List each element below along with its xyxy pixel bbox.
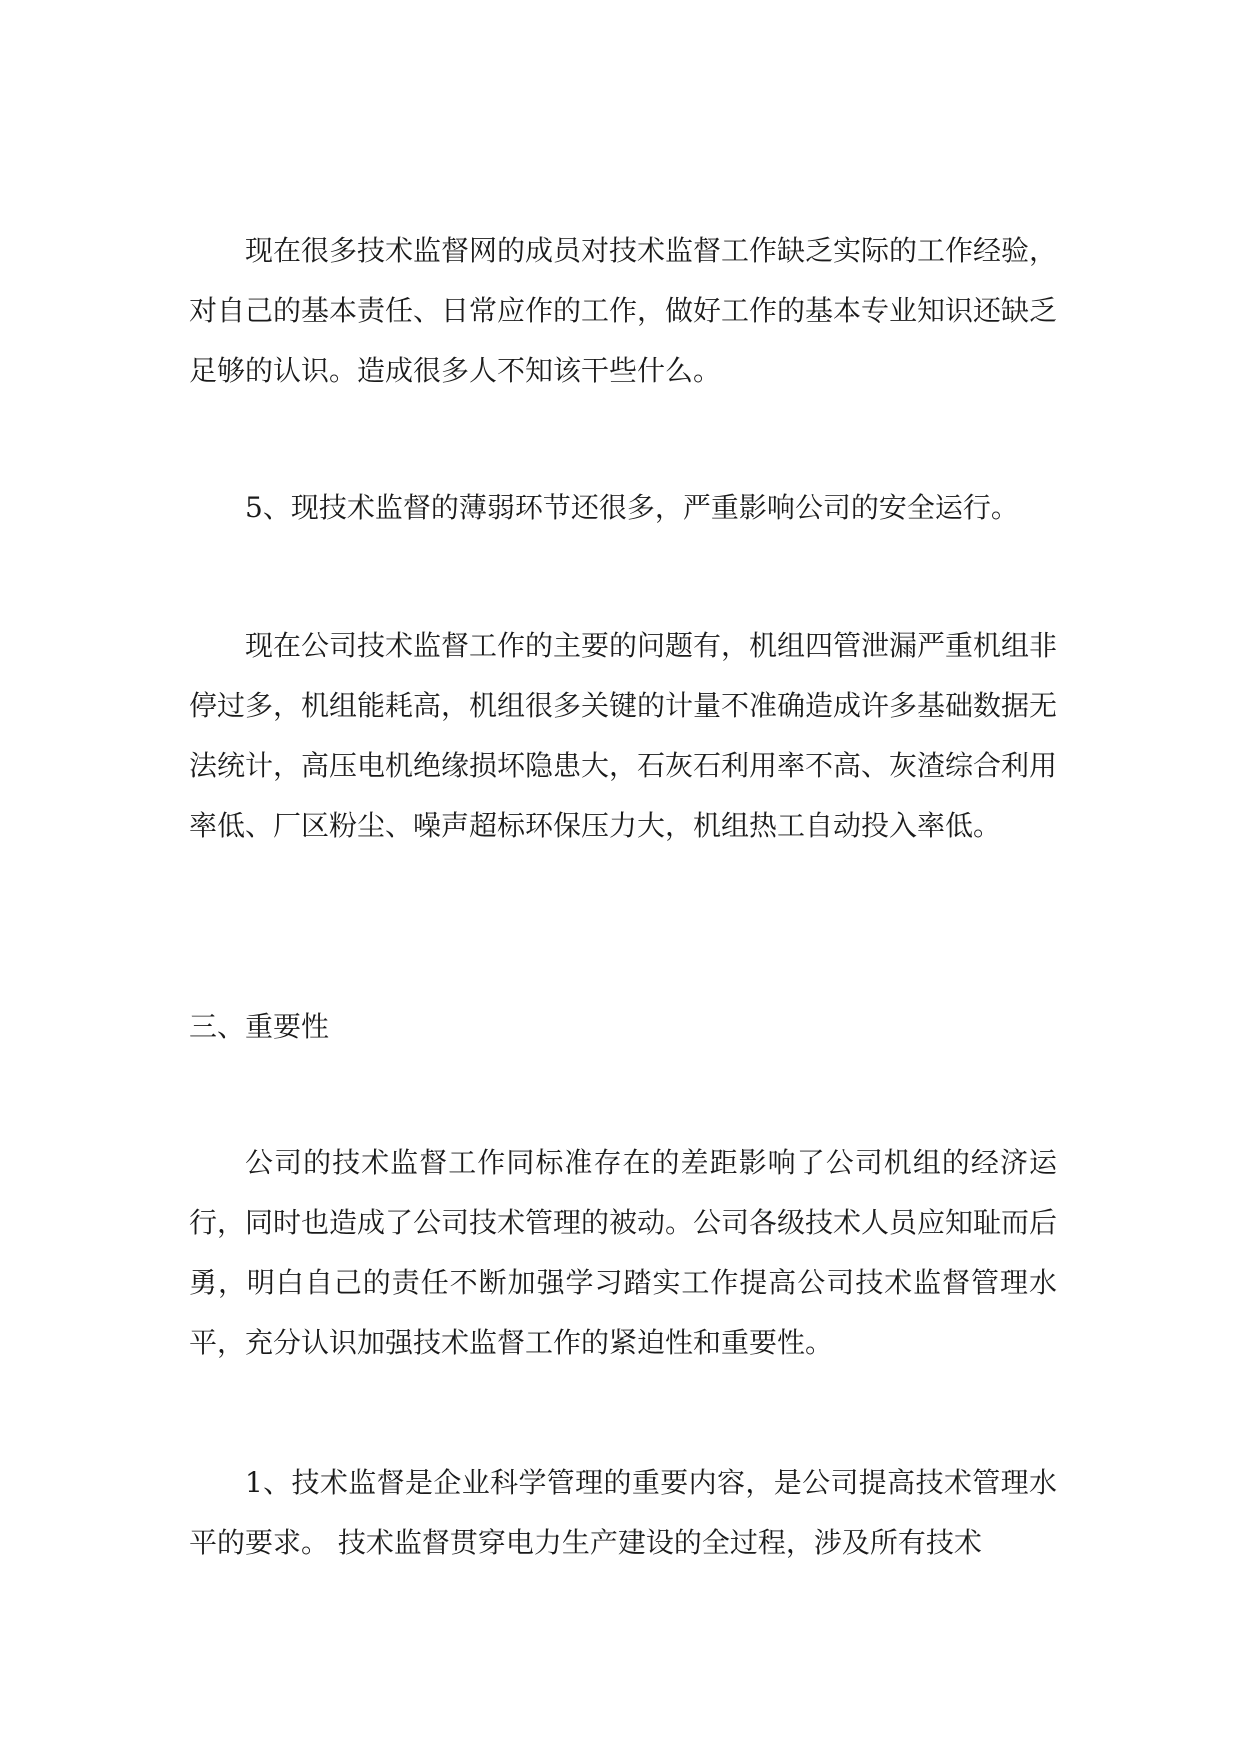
section-heading-importance: 三、重要性 [189,1010,330,1043]
paragraph-main-problems: 现在公司技术监督工作的主要的问题有，机组四管泄漏严重机组非停过多，机组能耗高，机组很多关键的计量不准确造成许多基础数据无法统计，高压电机绝缘损坏隐患大，石灰石利用率不高、灰渣综合利用率低、厂区粉尘、噪声超标环保压力大，机组热工自动投入率低。 [189,629,1058,842]
paragraph-weak-links: 5、现技术监督的薄弱环节还很多，严重影响公司的安全运行。 [245,491,1019,524]
paragraph-lack-of-experience: 现在很多技术监督网的成员对技术监督工作缺乏实际的工作经验，对自己的基本责任、日常应作的工作，做好工作的基本专业知识还缺乏足够的认识。造成很多人不知该干些什么。 [189,234,1058,387]
paragraph-gap-with-standards: 公司的技术监督工作同标准存在的差距影响了公司机组的经济运行，同时也造成了公司技术管理的被动。公司各级技术人员应知耻而后勇，明白自己的责任不断加强学习踏实工作提高公司技术监督管理水平，充分认识加强技术监督工作的紧迫性和重要性。 [189,1146,1058,1359]
paragraph-scientific-management: 1、技术监督是企业科学管理的重要内容，是公司提高技术管理水平的要求。 技术监督贯穿电力生产建设的全过程，涉及所有技术 [189,1466,1057,1559]
